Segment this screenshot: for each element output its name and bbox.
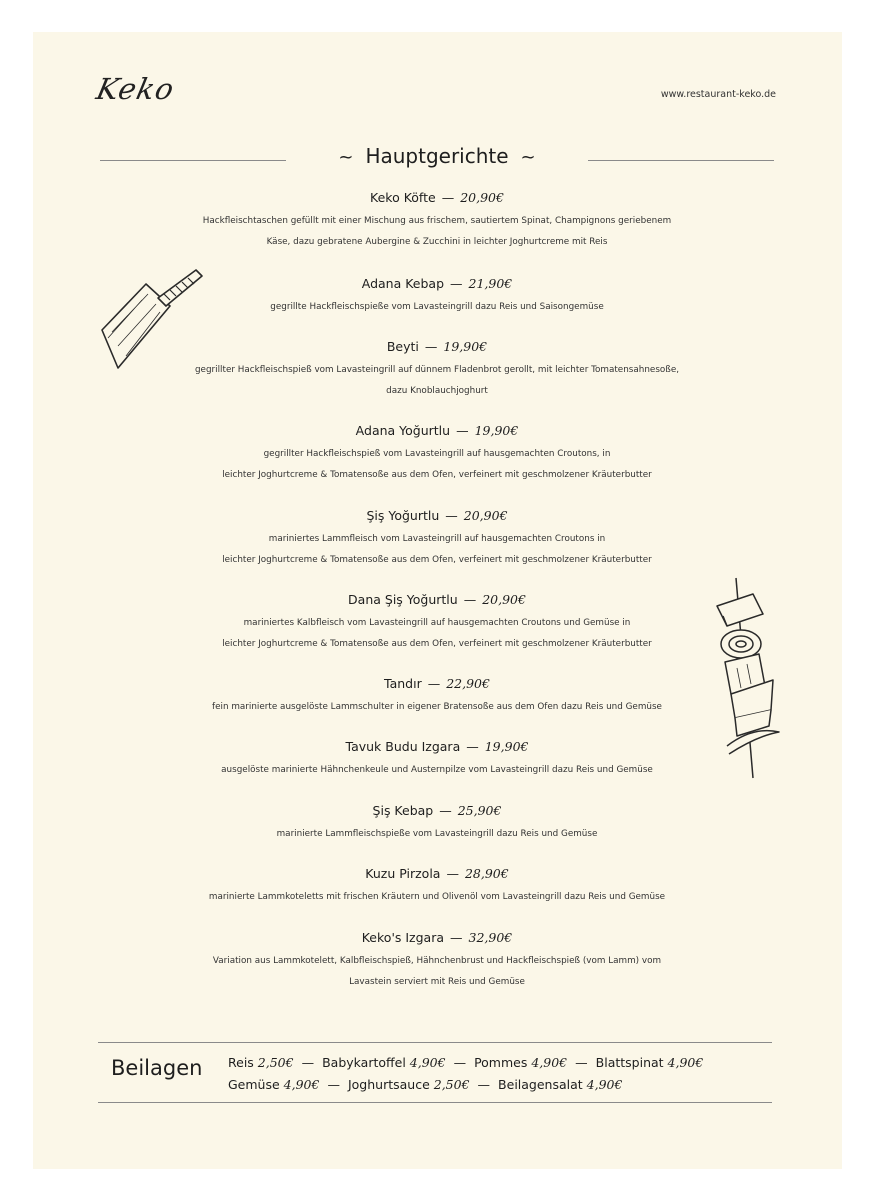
menu-item-description <box>120 444 754 486</box>
description-line: fein marinierte ausgelöste Lammschulter in eigener Bratensoße aus dem Ofen dazu Reis und Gemüse <box>212 702 662 712</box>
menu-item-name: Tavuk Budu Izgara <box>345 739 461 754</box>
description-line: gegrillter Hackfleischspieß vom Lavasteingrill auf hausgemachten Croutons, in <box>263 449 611 459</box>
description-line: leichter Joghurtcreme & Tomatensoße aus dem Ofen, verfeinert mit geschmolzener Kräuterbutter <box>222 555 652 565</box>
menu-item-price: 28,90€ <box>464 866 509 881</box>
menu-item-description <box>120 824 754 845</box>
dash-separator: — <box>441 190 455 205</box>
menu-item-name: Kuzu Pirzola <box>365 866 441 881</box>
dash-separator: — <box>463 592 477 607</box>
sides-title: Beilagen <box>111 1056 203 1080</box>
description-line: ausgelöste marinierte Hähnchenkeule und Austernpilze vom Lavasteingrill dazu Reis und Gemüse <box>221 765 653 775</box>
menu-item <box>120 930 754 993</box>
menu-item-description <box>120 760 754 781</box>
dash-separator: — <box>466 739 479 754</box>
side-name: Reis <box>228 1055 258 1070</box>
sides-rule-bottom <box>98 1102 772 1103</box>
description-line: leichter Joghurtcreme & Tomatensoße aus dem Ofen, verfeinert mit geschmolzener Kräuterbutter <box>222 470 652 480</box>
menu-item-name: Dana Şiş Yoğurtlu <box>348 592 458 607</box>
menu-item <box>120 339 754 402</box>
menu-item <box>120 676 754 718</box>
dash-separator: — <box>450 276 463 291</box>
dash-separator: — <box>327 1077 340 1092</box>
menu-item-description <box>120 613 754 655</box>
menu-item-title <box>120 930 754 946</box>
dash-separator: — <box>477 1077 491 1092</box>
menu-item <box>120 276 754 318</box>
menu-item <box>120 592 754 655</box>
menu-item <box>120 423 754 486</box>
logo: Keko <box>93 72 178 106</box>
side-price: 2,50€ <box>257 1055 294 1070</box>
sides-row <box>228 1074 703 1096</box>
website-url[interactable]: www.restaurant-keko.de <box>660 89 776 100</box>
side-name: Joghurtsauce <box>347 1077 434 1092</box>
description-line: Variation aus Lammkotelett, Kalbfleischspieß, Hähnchenbrust und Hackfleischspieß (vom Lamm) vom <box>212 956 662 966</box>
description-line: mariniertes Lammfleisch vom Lavasteingrill auf hausgemachten Croutons in <box>268 534 606 544</box>
menu-item-title <box>120 803 754 819</box>
menu-item <box>120 739 754 781</box>
side-name: Gemüse <box>228 1077 284 1092</box>
side-price: 2,50€ <box>433 1077 470 1092</box>
description-line: Hackfleischtaschen gefüllt mit einer Mischung aus frischem, sautiertem Spinat, Champignons geriebenem <box>202 216 672 226</box>
menu-item-price: 32,90€ <box>468 930 513 945</box>
dash-separator: — <box>424 339 438 354</box>
menu-item-description <box>120 887 754 908</box>
menu-item-name: Şiş Kebap <box>372 803 434 818</box>
section-title: Hauptgerichte <box>365 144 509 168</box>
dash-separator: — <box>450 930 463 945</box>
menu-item-price: 20,90€ <box>460 190 504 205</box>
menu-item-description <box>120 697 754 718</box>
menu-item <box>120 508 754 571</box>
dash-separator: — <box>445 508 458 523</box>
description-line: marinierte Lammfleischspieße vom Lavasteingrill dazu Reis und Gemüse <box>276 829 598 839</box>
dash-separator: — <box>446 866 459 881</box>
menu-item-description <box>120 529 754 571</box>
description-line: dazu Knoblauchjoghurt <box>386 386 488 396</box>
description-line: Käse, dazu gebratene Aubergine & Zucchini in leichter Joghurtcreme mit Reis <box>266 237 608 247</box>
menu-item <box>120 866 754 908</box>
menu-item-name: Adana Yoğurtlu <box>355 423 451 438</box>
menu-item-title <box>120 739 754 755</box>
sides-rule-top <box>98 1042 772 1043</box>
menu-item-title <box>120 423 754 439</box>
menu-item-title <box>120 866 754 882</box>
description-line: gegrillte Hackfleischspieße vom Lavasteingrill dazu Reis und Saisongemüse <box>270 302 604 312</box>
menu-item-price: 21,90€ <box>468 276 513 291</box>
side-name: Beilagensalat <box>498 1077 587 1092</box>
menu-item-description <box>120 951 754 993</box>
section-heading <box>0 144 874 168</box>
side-name: Pommes <box>474 1055 532 1070</box>
menu-item-description <box>120 297 754 318</box>
menu-item-title <box>120 276 754 292</box>
menu-item <box>120 190 754 253</box>
menu-item-name: Tandır <box>384 676 422 691</box>
menu-item-title <box>120 676 754 692</box>
side-price: 4,90€ <box>586 1077 623 1092</box>
sides-list <box>228 1052 703 1096</box>
side-name: Babykartoffel <box>322 1055 410 1070</box>
side-price: 4,90€ <box>409 1055 446 1070</box>
menu-item-title <box>120 508 754 524</box>
description-line: Lavastein serviert mit Reis und Gemüse <box>349 977 525 987</box>
menu-item-price: 19,90€ <box>474 423 519 438</box>
menu-item-description <box>120 211 754 253</box>
tilde-left: ~ <box>338 147 354 168</box>
dash-separator: — <box>456 423 469 438</box>
menu-item-price: 20,90€ <box>463 508 508 523</box>
menu-item-name: Keko Köfte <box>370 190 436 205</box>
menu-item-description <box>120 360 754 402</box>
sides-row <box>228 1052 703 1074</box>
dash-separator: — <box>427 676 441 691</box>
dash-separator: — <box>575 1055 588 1070</box>
description-line: leichter Joghurtcreme & Tomatensoße aus dem Ofen, verfeinert mit geschmolzener Kräuterbutter <box>222 639 652 649</box>
description-line: gegrillter Hackfleischspieß vom Lavasteingrill auf dünnem Fladenbrot gerollt, mit leichter Tomatensahnesoße, <box>194 365 680 375</box>
dash-separator: — <box>453 1055 467 1070</box>
menu-item-name: Beyti <box>386 339 419 354</box>
dash-separator: — <box>301 1055 315 1070</box>
menu-item <box>120 803 754 845</box>
menu-item-name: Keko's Izgara <box>361 930 445 945</box>
menu-item-price: 20,90€ <box>482 592 526 607</box>
menu-item-price: 19,90€ <box>443 339 488 354</box>
side-price: 4,90€ <box>283 1077 320 1092</box>
side-name: Blattspinat <box>595 1055 668 1070</box>
description-line: marinierte Lammkoteletts mit frischen Kräutern und Olivenöl vom Lavasteingrill dazu Reis und Gemüse <box>208 892 666 902</box>
menu-item-name: Şiş Yoğurtlu <box>366 508 440 523</box>
menu-item-price: 25,90€ <box>457 803 502 818</box>
menu-item-title <box>120 190 754 206</box>
side-price: 4,90€ <box>667 1055 704 1070</box>
tilde-right: ~ <box>520 147 536 168</box>
menu-item-price: 22,90€ <box>446 676 490 691</box>
menu-item-name: Adana Kebap <box>361 276 445 291</box>
dash-separator: — <box>439 803 452 818</box>
menu-item-title <box>120 592 754 608</box>
menu-item-title <box>120 339 754 355</box>
menu-item-price: 19,90€ <box>484 739 529 754</box>
description-line: mariniertes Kalbfleisch vom Lavasteingrill auf hausgemachten Croutons und Gemüse in <box>243 618 631 628</box>
side-price: 4,90€ <box>531 1055 568 1070</box>
